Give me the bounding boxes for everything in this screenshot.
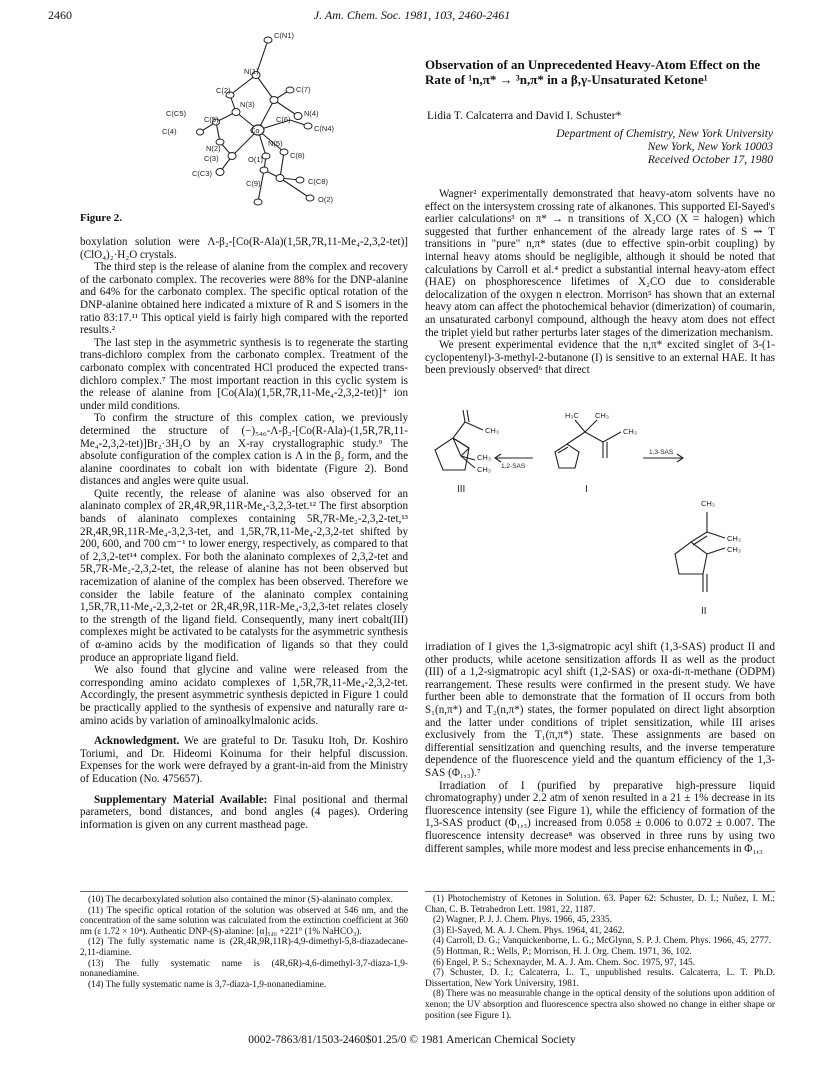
atom-label: C(4) [162,127,177,136]
paragraph: We present experimental evidence that the n,π* excited singlet of 3-(1-cyclopentenyl)-3-methyl-2-butanone (I) is sensitive to an external HAE. It has been previously observed⁶ that direct [425,339,775,377]
received-date: Received October 17, 1980 [647,154,773,166]
acknowledgment-text: We are grateful to Dr. Tasuku Itoh, Dr. Koshiro Toriumi, and Dr. Hideomi Koinuma for their helpful discussion. Expenses for the work were defrayed by a grant-in-aid from the Ministry of Education (No. 475657). [80,735,408,785]
arrow-label-1-2-sas: 1,2-SAS [501,463,526,470]
footnote: (2) Wagner, P. J. J. Chem. Phys. 1966, 45, 2335. [433,915,612,926]
substituent-label: CH₃ [727,534,741,543]
page-footer: 0002-7863/81/1503-2460$01.25/0 © 1981 American Chemical Society [248,1034,576,1046]
footnote: (5) Hottman, R.; Wells, P.; Morrison, H. J. Org. Chem. 1971, 36, 102. [433,946,692,957]
page-number: 2460 [48,8,72,22]
substituent-label: CH₃ [595,411,609,420]
footnote: (12) The fully systematic name is (2R,4R,9R,11R)-4,9-dimethyl-5,8-diazadecane-2,11-diamine. [80,937,408,958]
substituent-label: CH₃ [477,465,491,474]
acknowledgment-label: Acknowledgment. [94,735,180,748]
atom-label: N(1) [244,67,259,76]
atom-label: C(9) [246,179,261,188]
atom-label: C(8) [290,151,305,160]
paragraph: The last step in the asymmetric synthesis is to regenerate the starting trans-dichloro complex from the carbonato complex. Treatment of the carbonato complex with concentrated HCl produced the expected trans-dichloro complex.⁷ The most important reaction in this cyclic system is the release of alanine from [Co(Ala)(1,5R,7R,11-Me₄-2,3,2-tet)]⁺ ion under mild conditions. [80,336,408,412]
left-column [80,236,408,831]
footnote: (13) The fully systematic name is (4R,6R)-4,6-dimethyl-3,7-diaza-1,9-nonanediamine. [80,958,408,980]
paragraph: To confirm the structure of this complex cation, we previously determined the structure of (−)₅₄₆-Λ-β₂-[Co(R-Ala)-(1,5R,7R,11-Me₄-2,3,2-tet)]Br₂·3H₂O by an X-ray crystallographic study.⁹ The absolute configuration of the complex cation is Λ in the β₂ form, and the alanine coordinates to cobalt ion with bidentate (Figure 2). Bond distances and angles were quite usual. [80,412,408,488]
substituent-label: CH₃ [701,499,715,508]
footnote: (14) The fully systematic name is 3,7-diaza-1,9-nonanediamine. [88,979,327,990]
supplementary-text: Final positional and thermal parameters, bond distances, and bond angles (4 pages). Ordering information is given on any current masthead page. [80,793,408,831]
substituent-label: CH₃ [485,426,499,435]
compound-label-III: III [457,484,466,495]
footnote: (7) Schuster, D. I.; Calcaterra, L. T., unpublished results. Calcaterra, L. T. Ph.D. Dissertation, New York University, 1981. [425,968,775,989]
footnote: (6) Engel, P. S.; Schexnayder, M. A. J. Am. Chem. Soc. 1975, 97, 145. [433,957,695,968]
atom-label: Co [250,126,260,135]
right-column-top [425,188,775,377]
article-authors: Lidia T. Calcaterra and David I. Schuster* [427,110,622,122]
footnote: (8) There was no measurable change in the optical density of the solutions upon addition of xenon; the UV absorption and fluorescence spectra also showed no change in either shape or position (see Figure 1). [425,989,775,1021]
atom-label: C(7) [296,85,311,94]
atom-label: C(C8) [308,177,328,186]
journal-citation: J. Am. Chem. Soc. 1981, 103, 2460-2461 [313,8,511,22]
paragraph: Wagner² experimentally demonstrated that heavy-atom solvents have no effect on the intersystem crossing rate of alkanones. This supported El-Sayed's earlier calculations³ on π* → n transitions of X₂CO (X = halogen) which suggested that further enhancement of the already large rates of S ⇝ T transitions in "pure" n,π* states (due to effective spin-orbit coupling) by internal heavy atoms should be negligible, although it should be noted that calculations by Carroll et al.⁴ predict a substantial internal heavy-atom effect (HAE) on phosphorescence lifetimes of X₂CO due to considerable delocalization of the oxygen n electron. Morrison⁵ has shown that an external heavy atom can affect the photochemical behavior (dimerization) of coumarin, an unsaturated carbonyl compound, although the heavy atom does not effect the triplet yield but rather perturbs later stages of the dimerization mechanism. [425,188,775,339]
supplementary-label: Supplementary Material Available: [94,793,268,806]
atom-label: C(C3) [192,169,212,178]
substituent-label: H₃C [565,411,579,420]
supplementary-material [80,794,408,832]
footnote-rule [425,891,775,892]
atom-label: O(2) [318,195,333,204]
figure-2-ortep [150,30,390,210]
article-title: Observation of an Unprecedented Heavy-Atom Effect on the Rate of ¹n,π* → ³n,π* in a β,γ-Unsaturated Ketone¹ [425,57,761,87]
substituent-label: CH₃ [623,427,637,436]
right-footnotes [425,894,775,1021]
atom-label: C(N4) [314,124,334,133]
right-column-bottom [425,641,775,855]
paragraph: boxylation solution were Λ-β₂-[Co(R-Ala)(1,5R,7R,11-Me₄-2,3,2-tet)](ClO₄)₂·H₂O crystals. [80,236,408,261]
footnote-rule [80,891,408,892]
atom-label: C(3) [204,154,219,163]
left-footnotes [80,895,408,990]
affiliation-line: Department of Chemistry, New York University [556,128,773,140]
substituent-label: CH₃ [727,545,741,554]
atom-label: C(N1) [274,31,294,40]
reaction-scheme [425,408,775,638]
atom-label: N(5) [268,139,283,148]
compound-label-II: II [701,606,707,617]
footnote: (4) Carroll, D. G.; Vanquickenborne, L. G.; McGlynn, S. P. J. Chem. Phys. 1966, 45, 2777. [433,936,772,947]
atom-label: C(6) [276,115,291,124]
atom-label: C(5) [204,115,219,124]
footnote: (1) Photochemistry of Ketones in Solution. 63. Paper 62: Schuster, D. I.; Nuñez, I. M.; Chan, C. B. Tetrahedron Lett. 1981, 22, 1187. [425,894,775,915]
figure-caption: Figure 2. [80,212,122,224]
acknowledgment [80,735,408,785]
running-header [48,8,776,26]
atom-label: O(1) [248,155,263,164]
paragraph: We also found that glycine and valine were released from the corresponding amino acidato complexes of 1,5R,7R,11-Me₄-2,3,2-tet. Accordingly, the present asymmetric synthesis depicted in Figure 1 could be practically applied to the synthesis of expensive and naturally rare α-amino acids by variation of aminoalkylmalonic acids. [80,664,408,727]
substituent-label: CH₃ [477,453,491,462]
paragraph: The third step is the release of alanine from the complex and recovery of the carbonato complex. The recoveries were 88% for the DNP-alanine and 64% for the carbonato complex. The specific optical rotation of the DNP-alanine obtained here indicated a mixture of R and S isomers in the ratio 83:17.¹¹ This optical yield is fairly high compared with the reported results.² [80,261,408,337]
footnote: (11) The specific optical rotation of the solution was observed at 546 nm, and the concentration of the same solution was calculated from the extinction coefficient at 360 nm (ε 1.72 × 10⁴). Authentic DNP-(S)-alanine: [α]₅₄₆ +221° (1% NaHCO₃). [80,905,408,937]
atom-label: C(2) [216,86,231,95]
footnote: (10) The decarboxylated solution also contained the minor (S)-alaninato complex. [88,895,393,905]
arrow-label-1-3-sas: 1,3-SAS [649,449,674,456]
atom-label: N(4) [304,109,319,118]
atom-label: N(2) [206,144,221,153]
paragraph: Quite recently, the release of alanine was also observed for an alaninato complex of 2R,4R,9R,11R-Me₄-3,2,3-tet.¹² The first absorption bands of alaninato complexes containing 5R,7R-Me₂-2,3,2-tet,¹³ 2R,4R,9R,11R-Me₄-3,2,3-tet, and 1,5R,7R,11-Me₄-2,3,2-tet shifted by 200, 600, and 700 cm⁻¹ to lower energy, respectively, as compared to that of 2,3,2-tet¹⁴ complex. For both the alaninato complexes of 2,3,2-tet and 5R,7R-Me₂-2,3,2-tet, the release of alanine has not been observed but racemization of alanine of the complex has been observed. Therefore we consider the labile feature of the alaninato complex containing 1,5R,7R,11-Me₄-2,3,2-tet or 2R,4R,9R,11R-Me₄-3,2,3-tet relates closely to the strength of the ligand field. Consequently, many inert cobalt(III) complexes might be activated to be catalysts for the asymmetric synthesis of α-amino acids by the modification of ligands so that they could produce an appropriate ligand field. [80,487,408,664]
affiliation-line: New York, New York 10003 [647,141,773,153]
paragraph: Irradiation of I (purified by preparative high-pressure liquid chromatography) under 2.2 atm of xenon resulted in a 21 ± 1% decrease in its fluorescence intensity (see Figure 1), while the efficiency of formation of the 1,3-SAS product (Φ₁,₃) increased from 0.058 ± 0.006 to 0.072 ± 0.007. The fluorescence intensity decrease⁸ was observed in three runs by using two different samples, while more modest and less precise enhancements in Φ₁,₃ [425,779,775,855]
atom-label: C(C5) [166,109,186,118]
compound-label-I: I [585,484,588,495]
affiliation [425,128,773,167]
atom-label: N(3) [240,100,255,109]
paragraph: irradiation of I gives the 1,3-sigmatropic acyl shift (1,3-SAS) product II and other products, while acetone sensitization affords II as well as the product (III) of a 1,2-sigmatropic acyl shift (1,2-SAS) or oxa-di-π-methane (ODPM) rearrangement. These results were confirmed in the present study. We have further been able to demonstrate that the formation of II occurs from both S₁(n,π*) and T₂(n,π*) states, the former populated on direct light absorption and the latter under conditions of triplet sensitization, while III arises exclusively from the T₁(π,π*) state. These assignments are based on differential sensitization and quenching results, and the inverse temperature dependence of the fluorescence yield and the quantum efficiency of the 1,3-SAS (Φ₁,₃).⁷ [425,641,775,779]
footnote: (3) El-Sayed, M. A. J. Chem. Phys. 1964, 41, 2462. [433,925,625,936]
